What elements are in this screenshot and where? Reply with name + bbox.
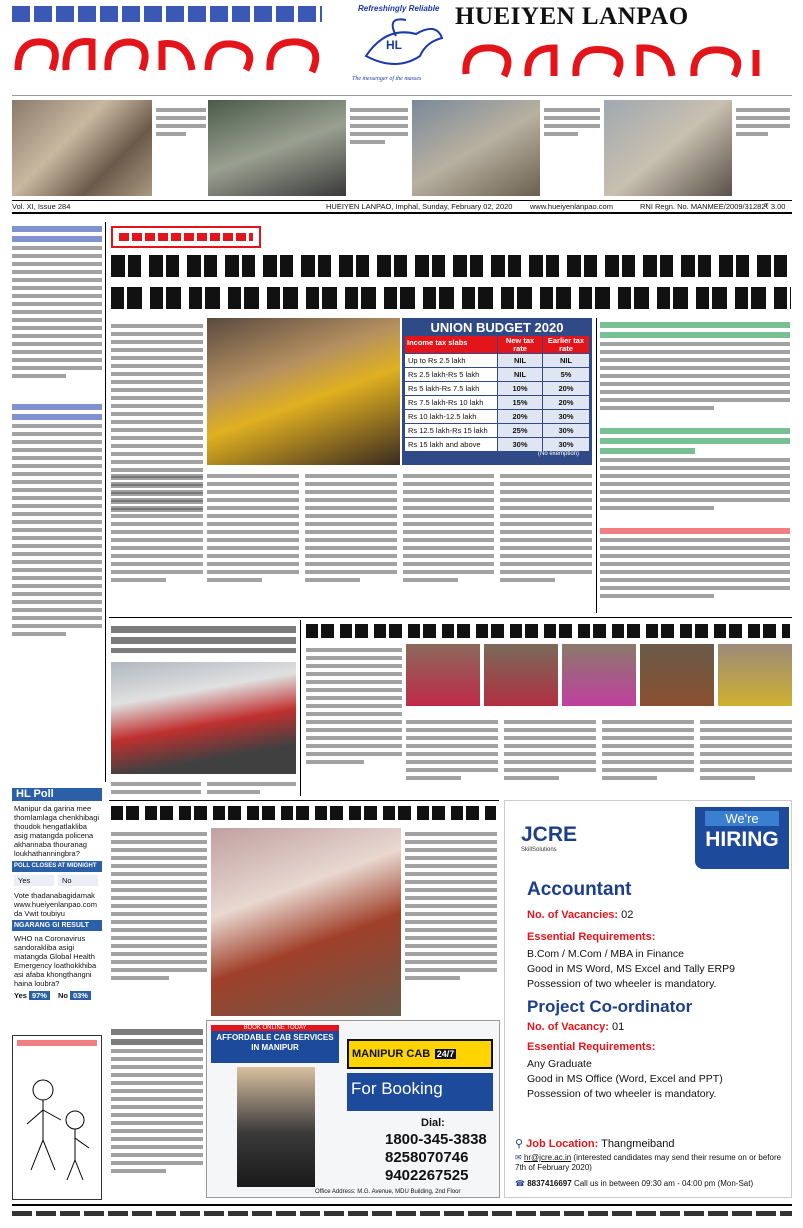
budget-slab-cell: Rs 5 lakh-Rs 7.5 lakh — [405, 382, 497, 395]
cab-phone-1[interactable]: 1800-345-3838 — [385, 1131, 487, 1148]
budget-header-earlier: Earlier tax rate — [543, 336, 589, 353]
price: ₹ 3.00 — [764, 202, 786, 211]
budget-earlier-rate-cell: 20% — [543, 382, 589, 395]
portrait-4 — [640, 644, 714, 706]
job2-vacancy — [527, 1021, 624, 1033]
result-no-label: No — [57, 991, 68, 1000]
masthead-title-en: HUEIYEN LANPAO — [455, 3, 689, 30]
job1-vacancy-value: 02 — [621, 909, 634, 921]
masthead-motto: The messenger of the masses — [352, 76, 422, 82]
masthead-script-glyphs-left — [12, 30, 342, 82]
job1-vacancy — [527, 909, 633, 921]
job1-req-1: B.Com / M.Com / MBA in Finance — [527, 948, 684, 960]
budget-slab-cell: Up to Rs 2.5 lakh — [405, 354, 497, 367]
budget-slab-cell: Rs 7.5 lakh-Rs 10 lakh — [405, 396, 497, 409]
lower-headline — [111, 806, 496, 820]
portrait-row — [406, 644, 792, 706]
job-location — [515, 1137, 674, 1150]
budget-new-rate-cell: 10% — [498, 382, 542, 395]
poll-result-values — [12, 991, 102, 1000]
phone-number[interactable]: 8837416697 — [527, 1179, 572, 1188]
cab-phone-3[interactable]: 9402267525 — [385, 1167, 469, 1184]
dateline — [12, 200, 792, 214]
lower-text-right — [405, 828, 497, 984]
masthead-logo — [350, 2, 450, 90]
top-strip-photo-3 — [412, 100, 540, 196]
budget-new-rate-cell: NIL — [498, 354, 542, 367]
cab-phones — [385, 1131, 487, 1185]
portrait-5 — [718, 644, 792, 706]
budget-earlier-rate-cell: 30% — [543, 410, 589, 423]
masthead-script-glyphs-right — [458, 36, 788, 86]
job2-req-2: Good in MS Office (Word, Excel and PPT) — [527, 1073, 723, 1085]
job2-vacancy-label: No. of Vacancy: — [527, 1021, 609, 1033]
job1-req-label: Essential Requirements: — [527, 931, 656, 943]
cab-banner-top: BOOK ONLINE TODAY — [211, 1025, 339, 1031]
airplane-photo — [111, 662, 296, 774]
jcre-brand: JCRE — [521, 823, 578, 846]
job1-reqs — [527, 947, 735, 992]
email-note: (interested candidates may send their resume on or before 7th of February 2020) — [515, 1153, 782, 1172]
top-strip-photo-1 — [12, 100, 152, 196]
result-yes-label: Yes — [14, 991, 27, 1000]
cab-brand-tag: 24/7 — [436, 1049, 455, 1059]
result-yes-value: 97% — [29, 991, 50, 1000]
top-strip-photo-2 — [208, 100, 346, 196]
poll-option-yes[interactable]: Yes — [14, 875, 54, 886]
budget-new-rate-cell: 25% — [498, 424, 542, 437]
masthead-script-small — [12, 6, 322, 22]
cab-brand: MANIPUR CAB — [352, 1048, 431, 1060]
top-strip-photo-4 — [604, 100, 732, 196]
result-no-value: 03% — [70, 991, 91, 1000]
poll-closes: POLL CLOSES AT MIDNIGHT — [12, 861, 102, 872]
lead-story-columns — [207, 470, 592, 612]
cab-booking: For Booking — [351, 1079, 443, 1098]
budget-earlier-rate-cell: 30% — [543, 438, 589, 451]
job1-req-2: Good in MS Word, MS Excel and Tally ERP9 — [527, 963, 735, 975]
budget-infographic-title: UNION BUDGET 2020 — [430, 320, 564, 335]
poll-option-no[interactable]: No — [58, 875, 98, 886]
budget-slab-cell: Rs 2.5 lakh-Rs 5 lakh — [405, 368, 497, 381]
mid-right-text — [306, 644, 402, 768]
jcre-ad — [504, 800, 792, 1198]
cab-address: Office Address: M.G. Avenue, MDU Building, 2nd Floor — [315, 1189, 461, 1195]
lower-text-left — [111, 828, 207, 984]
jcre-brand-sub: SkillSolutions — [521, 847, 557, 853]
budget-footnote: (No exemption) — [537, 451, 579, 457]
mid-section-rule — [109, 617, 792, 618]
location-pin-icon: ⚲ — [515, 1138, 524, 1150]
job2-title: Project Co-ordinator — [527, 997, 693, 1016]
footer-imprint — [12, 1204, 792, 1220]
budget-header-slab: Income tax slabs — [405, 336, 497, 353]
hiring-main: HIRING — [705, 828, 779, 851]
contact-phone — [515, 1179, 753, 1188]
budget-earlier-rate-cell: 5% — [543, 368, 589, 381]
budget-slab-cell: Rs 12.5 lakh-Rs 15 lakh — [405, 424, 497, 437]
job2-req-3: Possession of two wheeler is mandatory. — [527, 1088, 717, 1100]
cab-phone-2[interactable]: 8258070746 — [385, 1149, 469, 1166]
hl-poll — [12, 788, 102, 1033]
left-column-divider — [105, 222, 106, 782]
location-value: Thangmeiband — [601, 1138, 675, 1150]
mid-left-text — [111, 778, 296, 798]
masthead-script-large-left — [12, 30, 342, 82]
mid-left-headline — [111, 622, 296, 657]
mid-right-headline — [306, 624, 790, 638]
portrait-2 — [484, 644, 558, 706]
lead-story-kicker — [111, 226, 261, 248]
masthead-tagline: Refreshingly Reliable — [358, 4, 440, 13]
cartoon-box — [12, 1035, 102, 1200]
budget-new-rate-cell: NIL — [498, 368, 542, 381]
lead-photo — [207, 318, 400, 465]
lead-headline-line-2 — [111, 287, 791, 309]
poll-vote-text: Vote thadanabagidamak www.hueiyenlanpao.com da Vwit toubiyu — [14, 891, 97, 918]
top-strip-text-1 — [156, 104, 206, 140]
masthead — [0, 0, 803, 95]
hl-poll-title: HL Poll — [12, 788, 102, 801]
top-strip-text-2 — [350, 104, 408, 148]
lead-headline-line-1 — [111, 255, 791, 277]
poll-result-header: NGARANG GI RESULT — [12, 920, 102, 931]
budget-earlier-rate-cell: 30% — [543, 424, 589, 437]
hiring-badge — [695, 807, 789, 869]
budget-slab-cell: Rs 15 lakh and above — [405, 438, 497, 451]
poll-options — [12, 872, 102, 889]
budget-new-rate-cell: 20% — [498, 410, 542, 423]
budget-header-new: New tax rate — [498, 336, 542, 353]
masthead-logo-text: HL — [386, 38, 402, 52]
cartoon-drawing — [13, 1050, 101, 1190]
job2-req-label: Essential Requirements: — [527, 1041, 656, 1053]
masthead-script-large-right — [458, 36, 788, 86]
cab-booking-box — [347, 1073, 493, 1111]
jcre-logo — [521, 823, 577, 853]
job1-req-3: Possession of two wheeler is mandatory. — [527, 978, 717, 990]
right-column-divider — [596, 318, 597, 613]
rni-number: RNI Regn. No. MANMEE/2009/31282 — [640, 202, 766, 211]
cab-ad-person — [237, 1067, 315, 1187]
right-stories — [600, 318, 790, 602]
job2-req-1: Any Graduate — [527, 1058, 592, 1070]
place-date: HUEIYEN LANPAO, Imphal, Sunday, February 02, 2020 — [326, 202, 513, 211]
budget-rows — [405, 354, 589, 451]
top-news-strip — [12, 95, 792, 198]
phone-note: Call us in between 09:30 am - 04:00 pm (Mon-Sat) — [573, 1179, 754, 1188]
volume: Vol. XI, Issue 284 — [12, 202, 71, 211]
poll-result-question: WHO na Coronavirus sandorakliba asigi matangda Global Health Emergency loathokkhiba asi afaba khongthangni haina loubra? — [14, 934, 97, 988]
mid-left-text-2 — [206, 662, 296, 663]
email-link[interactable]: hr@jcre.ac.in — [523, 1153, 572, 1162]
job1-title: Accountant — [527, 879, 632, 900]
lower-section-rule — [109, 800, 499, 801]
left-column — [12, 222, 102, 782]
small-story — [111, 1025, 203, 1177]
budget-slab-cell: Rs 10 lakh-12.5 lakh — [405, 410, 497, 423]
lower-photo — [211, 828, 401, 1016]
budget-earlier-rate-cell: NIL — [543, 354, 589, 367]
hl-poll-question: Manipur da garina mee thomlamlaga chenkhibagi thoudok hengatlakliba asig matangda policena akhannaba thouranag loukhathanningbra? — [14, 804, 100, 858]
lead-story-text-left-2 — [111, 470, 203, 586]
location-label: Job Location: — [526, 1138, 599, 1150]
job2-vacancy-value: 01 — [611, 1021, 625, 1033]
portrait-3 — [562, 644, 636, 706]
cab-ad — [206, 1020, 500, 1198]
website-link[interactable]: www.hueiyenlanpao.com — [530, 202, 613, 211]
budget-new-rate-cell: 15% — [498, 396, 542, 409]
phone-icon: ☎ — [515, 1179, 525, 1188]
mid-divider — [300, 620, 301, 796]
portrait-text — [406, 716, 792, 784]
top-strip-text-3 — [544, 104, 600, 140]
cab-dial: Dial: — [421, 1117, 445, 1129]
budget-new-rate-cell: 30% — [498, 438, 542, 451]
cab-brand-box — [347, 1039, 493, 1069]
top-strip-text-4 — [736, 104, 790, 140]
budget-table — [405, 336, 589, 353]
cab-banner — [211, 1025, 339, 1063]
hiring-top: We're — [705, 811, 779, 826]
budget-earlier-rate-cell: 20% — [543, 396, 589, 409]
cab-banner-main: AFFORDABLE CAB SERVICES IN MANIPUR — [216, 1033, 334, 1052]
email-icon: ✉ — [515, 1153, 522, 1162]
job2-reqs — [527, 1057, 723, 1102]
portrait-1 — [406, 644, 480, 706]
budget-infographic — [402, 318, 592, 465]
job1-vacancy-label: No. of Vacancies: — [527, 909, 619, 921]
contact-email — [515, 1153, 787, 1173]
